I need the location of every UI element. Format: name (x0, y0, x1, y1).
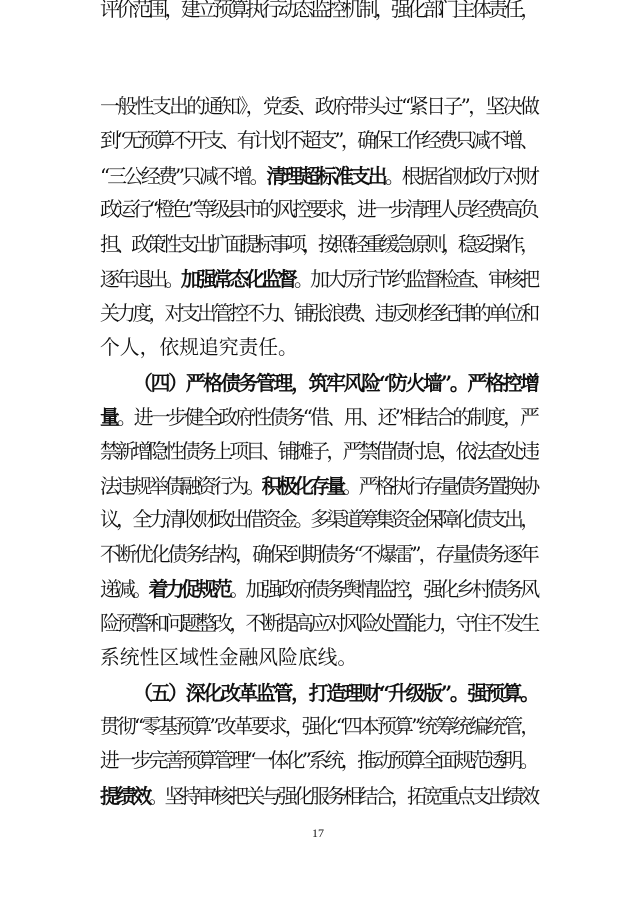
text-line (100, 131, 540, 151)
text-line (100, 235, 540, 255)
text-line (100, 510, 540, 530)
body-text-run: 进一步完善预算管理“一体化”系统，推动预算全面规范透明。 (100, 749, 537, 772)
body-text-run: 政运行“橙色”等级县市的风控要求，进一步清理人员经费高负 (100, 198, 537, 221)
body-text-run: “三公经费”只减不增。 (100, 165, 267, 188)
text-line (100, 166, 540, 187)
text-line (100, 269, 540, 290)
text-line (100, 200, 540, 220)
text-line (100, 304, 540, 324)
text-line (133, 683, 540, 704)
body-text-run: 贯彻“零基预算”改革要求，强化“四本预算”统筹统编统管， (100, 715, 538, 738)
body-text-run: 法违规举债融资行为。 (100, 475, 262, 498)
text-line (100, 648, 540, 668)
body-text-run: 评价范围，建立预算执行动态监控机制，强化部门主体责任， (100, 0, 537, 21)
text-line (100, 717, 540, 737)
text-line (100, 97, 540, 117)
body-text-run: 递减。 (100, 578, 149, 601)
bold-heading-text: 提绩效 (100, 784, 149, 808)
text-line (100, 579, 540, 600)
body-text-run: 。根据省财政厅对财 (384, 165, 537, 188)
text-line (100, 407, 540, 428)
bold-heading-text: 清理超标准支出 (266, 164, 385, 188)
bold-heading-text: 着力促规范 (148, 577, 230, 601)
body-text-run: 。严格执行存量债务置换协 (342, 475, 537, 498)
text-line (100, 0, 540, 20)
body-text-run: 议，全力清收财政出借资金。多渠道筹集资金保障化债支出， (100, 508, 537, 531)
body-text-run: 到“无预算不开支、有计划不超支”，确保工作经费只减不增、 (100, 129, 537, 152)
body-text-run: 关力度，对支出管控不力、铺张浪费、违反财经纪律的单位和 (100, 302, 537, 325)
page-number: 17 (312, 826, 324, 840)
bold-heading-text: （四）严格债务管理，筑牢风险“防火墙”。严格控增 (133, 371, 538, 395)
body-text-run: 险预警和问题整改，不断提高应对风险处置能力，守住不发生 (100, 612, 537, 635)
body-text-run: 逐年退出。 (100, 268, 181, 291)
text-line (100, 338, 540, 358)
body-text-run: 禁新增隐性债务上项目、铺摊子，严禁借债付息，依法查处违 (100, 440, 537, 463)
body-text-run: 。进一步健全政府性债务“借、用、还”相结合的制度，严 (116, 406, 537, 429)
text-line (100, 786, 540, 807)
body-text-run: 。加大厉行节约监督检查、审核把 (294, 268, 537, 291)
body-text-run: 一般性支出的通知》，党委、政府带头过“紧日子”，坚决做 (100, 95, 538, 118)
bold-heading-text: 积极化存量 (261, 474, 343, 498)
body-text-run: 不断优化债务结构，确保到期债务“不爆雷”，存量债务逐年 (100, 543, 537, 566)
bold-heading-text: （五）深化改革监管，打造理财“升级版”。强预算。 (133, 681, 538, 705)
text-line (100, 476, 540, 497)
text-line (100, 751, 540, 771)
text-line (100, 614, 540, 634)
body-text-run: 个人，依规追究责任。 (100, 336, 298, 359)
bold-heading-text: 加强常态化监督 (180, 267, 295, 291)
body-text-run: 。加强政府债务舆情监控，强化乡村债务风 (229, 578, 537, 601)
text-line (133, 373, 540, 394)
text-line (100, 442, 540, 462)
body-text-run: 担、政策性支出扩面提标事项，按照轻重缓急原则，稳妥操作， (100, 233, 536, 256)
body-text-run: 。坚持审核把关与强化服务相结合，拓宽重点支出绩效 (148, 785, 537, 808)
bold-heading-text: 量 (100, 405, 117, 429)
body-text-run: 系统性区域性金融风险底线。 (100, 646, 358, 669)
text-line (100, 545, 540, 565)
